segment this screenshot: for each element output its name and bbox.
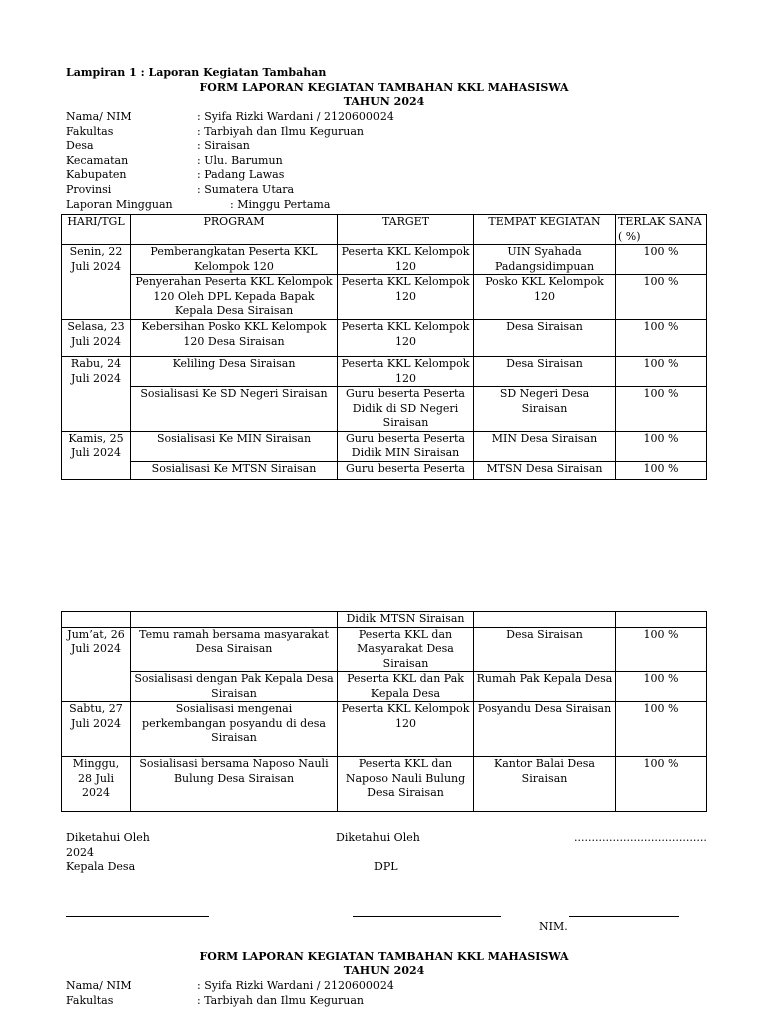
info-value: : Minggu Pertama [230, 198, 331, 211]
village-head-label: Kepala Desa [66, 860, 136, 873]
info-row-district [66, 154, 746, 169]
known-by-label-1: Diketahui Oleh [66, 831, 150, 844]
info-value: : Tarbiyah dan Ilmu Keguruan [197, 994, 365, 1007]
table-row [62, 461, 707, 479]
table-row [62, 702, 707, 757]
info-label: Kabupaten [66, 168, 127, 181]
day-cell: Selasa, 23 Juli 2024 [62, 320, 131, 357]
pct-cell: 100 % [616, 702, 707, 757]
program-cell: Sosialisasi dengan Pak Kepala Desa Siraisan [131, 672, 338, 702]
place-cell: UIN Syahada Padangsidimpuan [474, 245, 616, 275]
target-cell: Peserta KKL Kelompok 120 [338, 245, 474, 275]
form-title: FORM LAPORAN KEGIATAN TAMBAHAN KKL MAHASISWA [199, 81, 569, 94]
signature-line-student [569, 916, 679, 917]
target-cell: Peserta KKL Kelompok 120 [338, 275, 474, 320]
signature-line-village-head [66, 916, 209, 917]
place-cell: Desa Siraisan [474, 627, 616, 672]
program-cell: Sosialisasi Ke SD Negeri Siraisan [131, 387, 338, 432]
header-cell: TERLAK SANA ( %) [616, 215, 707, 245]
pct-cell: 100 % [616, 672, 707, 702]
place-cell: MIN Desa Siraisan [474, 431, 616, 461]
form-year: TAHUN 2024 [343, 95, 425, 108]
day-cell: Rabu, 24 Juli 2024 [62, 357, 131, 432]
signature-line-dpl [353, 916, 501, 917]
pct-cell: 100 % [616, 461, 707, 479]
target-cell: Guru beserta Peserta Didik MIN Siraisan [338, 431, 474, 461]
nim-label: NIM. [539, 920, 568, 933]
place-cell: Desa Siraisan [474, 357, 616, 387]
info-value: : Tarbiyah dan Ilmu Keguruan [197, 125, 365, 138]
known-by-label-2: Diketahui Oleh [336, 831, 420, 844]
table-row [62, 275, 707, 320]
info-label: Fakultas [66, 994, 114, 1007]
info-value: : Siraisan [197, 139, 250, 152]
program-cell: Temu ramah bersama masyarakat Desa Siraisan [131, 627, 338, 672]
info-value: : Sumatera Utara [197, 183, 295, 196]
header-cell: TEMPAT KEGIATAN [474, 215, 616, 245]
activity-table-page1 [61, 214, 707, 480]
info-label: Kecamatan [66, 154, 129, 167]
info-row-regency [66, 168, 746, 183]
program-cell: Sosialisasi Ke MIN Siraisan [131, 431, 338, 461]
info-label: Fakultas [66, 125, 114, 138]
info-label: Nama/ NIM [66, 979, 132, 992]
form-title-page3: FORM LAPORAN KEGIATAN TAMBAHAN KKL MAHASISWA [199, 950, 569, 963]
info-row-name-page3 [66, 979, 746, 994]
signature-year: 2024 [66, 846, 94, 859]
pct-cell: 100 % [616, 320, 707, 357]
table-row [62, 672, 707, 702]
table-row-continuation [62, 612, 707, 628]
target-cell: Peserta KKL Kelompok 120 [338, 320, 474, 357]
program-cell: Kebersihan Posko KKL Kelompok 120 Desa Siraisan [131, 320, 338, 357]
program-cell: Penyerahan Peserta KKL Kelompok 120 Oleh DPL Kepada Bapak Kepala Desa Siraisan [131, 275, 338, 320]
info-label: Laporan Mingguan [66, 198, 173, 211]
header-cell: PROGRAM [131, 215, 338, 245]
info-label: Provinsi [66, 183, 112, 196]
form-year-page3: TAHUN 2024 [343, 964, 425, 977]
day-cell: Minggu, 28 Juli 2024 [62, 757, 131, 812]
table-header-row [62, 215, 707, 245]
program-cell: Sosialisasi bersama Naposo Nauli Bulung Desa Siraisan [131, 757, 338, 812]
info-value: : Syifa Rizki Wardani / 2120600024 [197, 979, 394, 992]
place-cell: SD Negeri Desa Siraisan [474, 387, 616, 432]
target-cell: Didik MTSN Siraisan [338, 612, 474, 628]
target-cell: Guru beserta Peserta Didik di SD Negeri Siraisan [338, 387, 474, 432]
info-label: Desa [66, 139, 94, 152]
place-cell: Posyandu Desa Siraisan [474, 702, 616, 757]
activity-table-page2 [61, 611, 707, 812]
target-cell: Peserta KKL dan Pak Kepala Desa [338, 672, 474, 702]
table-row [62, 357, 707, 387]
info-row-village [66, 139, 746, 154]
target-cell: Peserta KKL dan Masyarakat Desa Siraisan [338, 627, 474, 672]
info-value: : Padang Lawas [197, 168, 285, 181]
table-row [62, 757, 707, 812]
place-cell [474, 612, 616, 628]
info-row-name [66, 110, 746, 125]
day-cell: Jum’at, 26 Juli 2024 [62, 627, 131, 702]
pct-cell: 100 % [616, 245, 707, 275]
table-row [62, 245, 707, 275]
header-cell: TARGET [338, 215, 474, 245]
pct-cell: 100 % [616, 275, 707, 320]
target-cell: Peserta KKL dan Naposo Nauli Bulung Desa Siraisan [338, 757, 474, 812]
table-row [62, 320, 707, 357]
info-row-province [66, 183, 746, 198]
target-cell: Peserta KKL Kelompok 120 [338, 357, 474, 387]
table-row [62, 431, 707, 461]
target-cell: Peserta KKL Kelompok 120 [338, 702, 474, 757]
day-cell: Kamis, 25 Juli 2024 [62, 431, 131, 479]
program-cell: Sosialisasi Ke MTSN Siraisan [131, 461, 338, 479]
header-cell: HARI/TGL [62, 215, 131, 245]
program-cell: Pemberangkatan Peserta KKL Kelompok 120 [131, 245, 338, 275]
pct-cell: 100 % [616, 627, 707, 672]
day-cell: Sabtu, 27 Juli 2024 [62, 702, 131, 757]
place-cell: MTSN Desa Siraisan [474, 461, 616, 479]
info-row-faculty-page3 [66, 994, 746, 1009]
pct-cell: 100 % [616, 431, 707, 461]
dpl-label: DPL [374, 860, 398, 873]
place-cell: Posko KKL Kelompok 120 [474, 275, 616, 320]
info-row-weekly [66, 198, 746, 213]
program-cell: Sosialisasi mengenai perkembangan posyandu di desa Siraisan [131, 702, 338, 757]
pct-cell: 100 % [616, 757, 707, 812]
day-cell [62, 612, 131, 628]
pct-cell: 100 % [616, 387, 707, 432]
info-label: Nama/ NIM [66, 110, 132, 123]
info-row-faculty [66, 125, 746, 140]
place-cell: Desa Siraisan [474, 320, 616, 357]
date-dots: ...................................... [574, 831, 707, 844]
attachment-title: Lampiran 1 : Laporan Kegiatan Tambahan [66, 66, 327, 79]
pct-cell [616, 612, 707, 628]
place-cell: Rumah Pak Kepala Desa [474, 672, 616, 702]
day-cell: Senin, 22 Juli 2024 [62, 245, 131, 320]
place-cell: Kantor Balai Desa Siraisan [474, 757, 616, 812]
table-row [62, 387, 707, 432]
target-cell: Guru beserta Peserta [338, 461, 474, 479]
info-value: : Syifa Rizki Wardani / 2120600024 [197, 110, 394, 123]
pct-cell: 100 % [616, 357, 707, 387]
program-cell: Keliling Desa Siraisan [131, 357, 338, 387]
info-value: : Ulu. Barumun [197, 154, 283, 167]
program-cell [131, 612, 338, 628]
table-row [62, 627, 707, 672]
